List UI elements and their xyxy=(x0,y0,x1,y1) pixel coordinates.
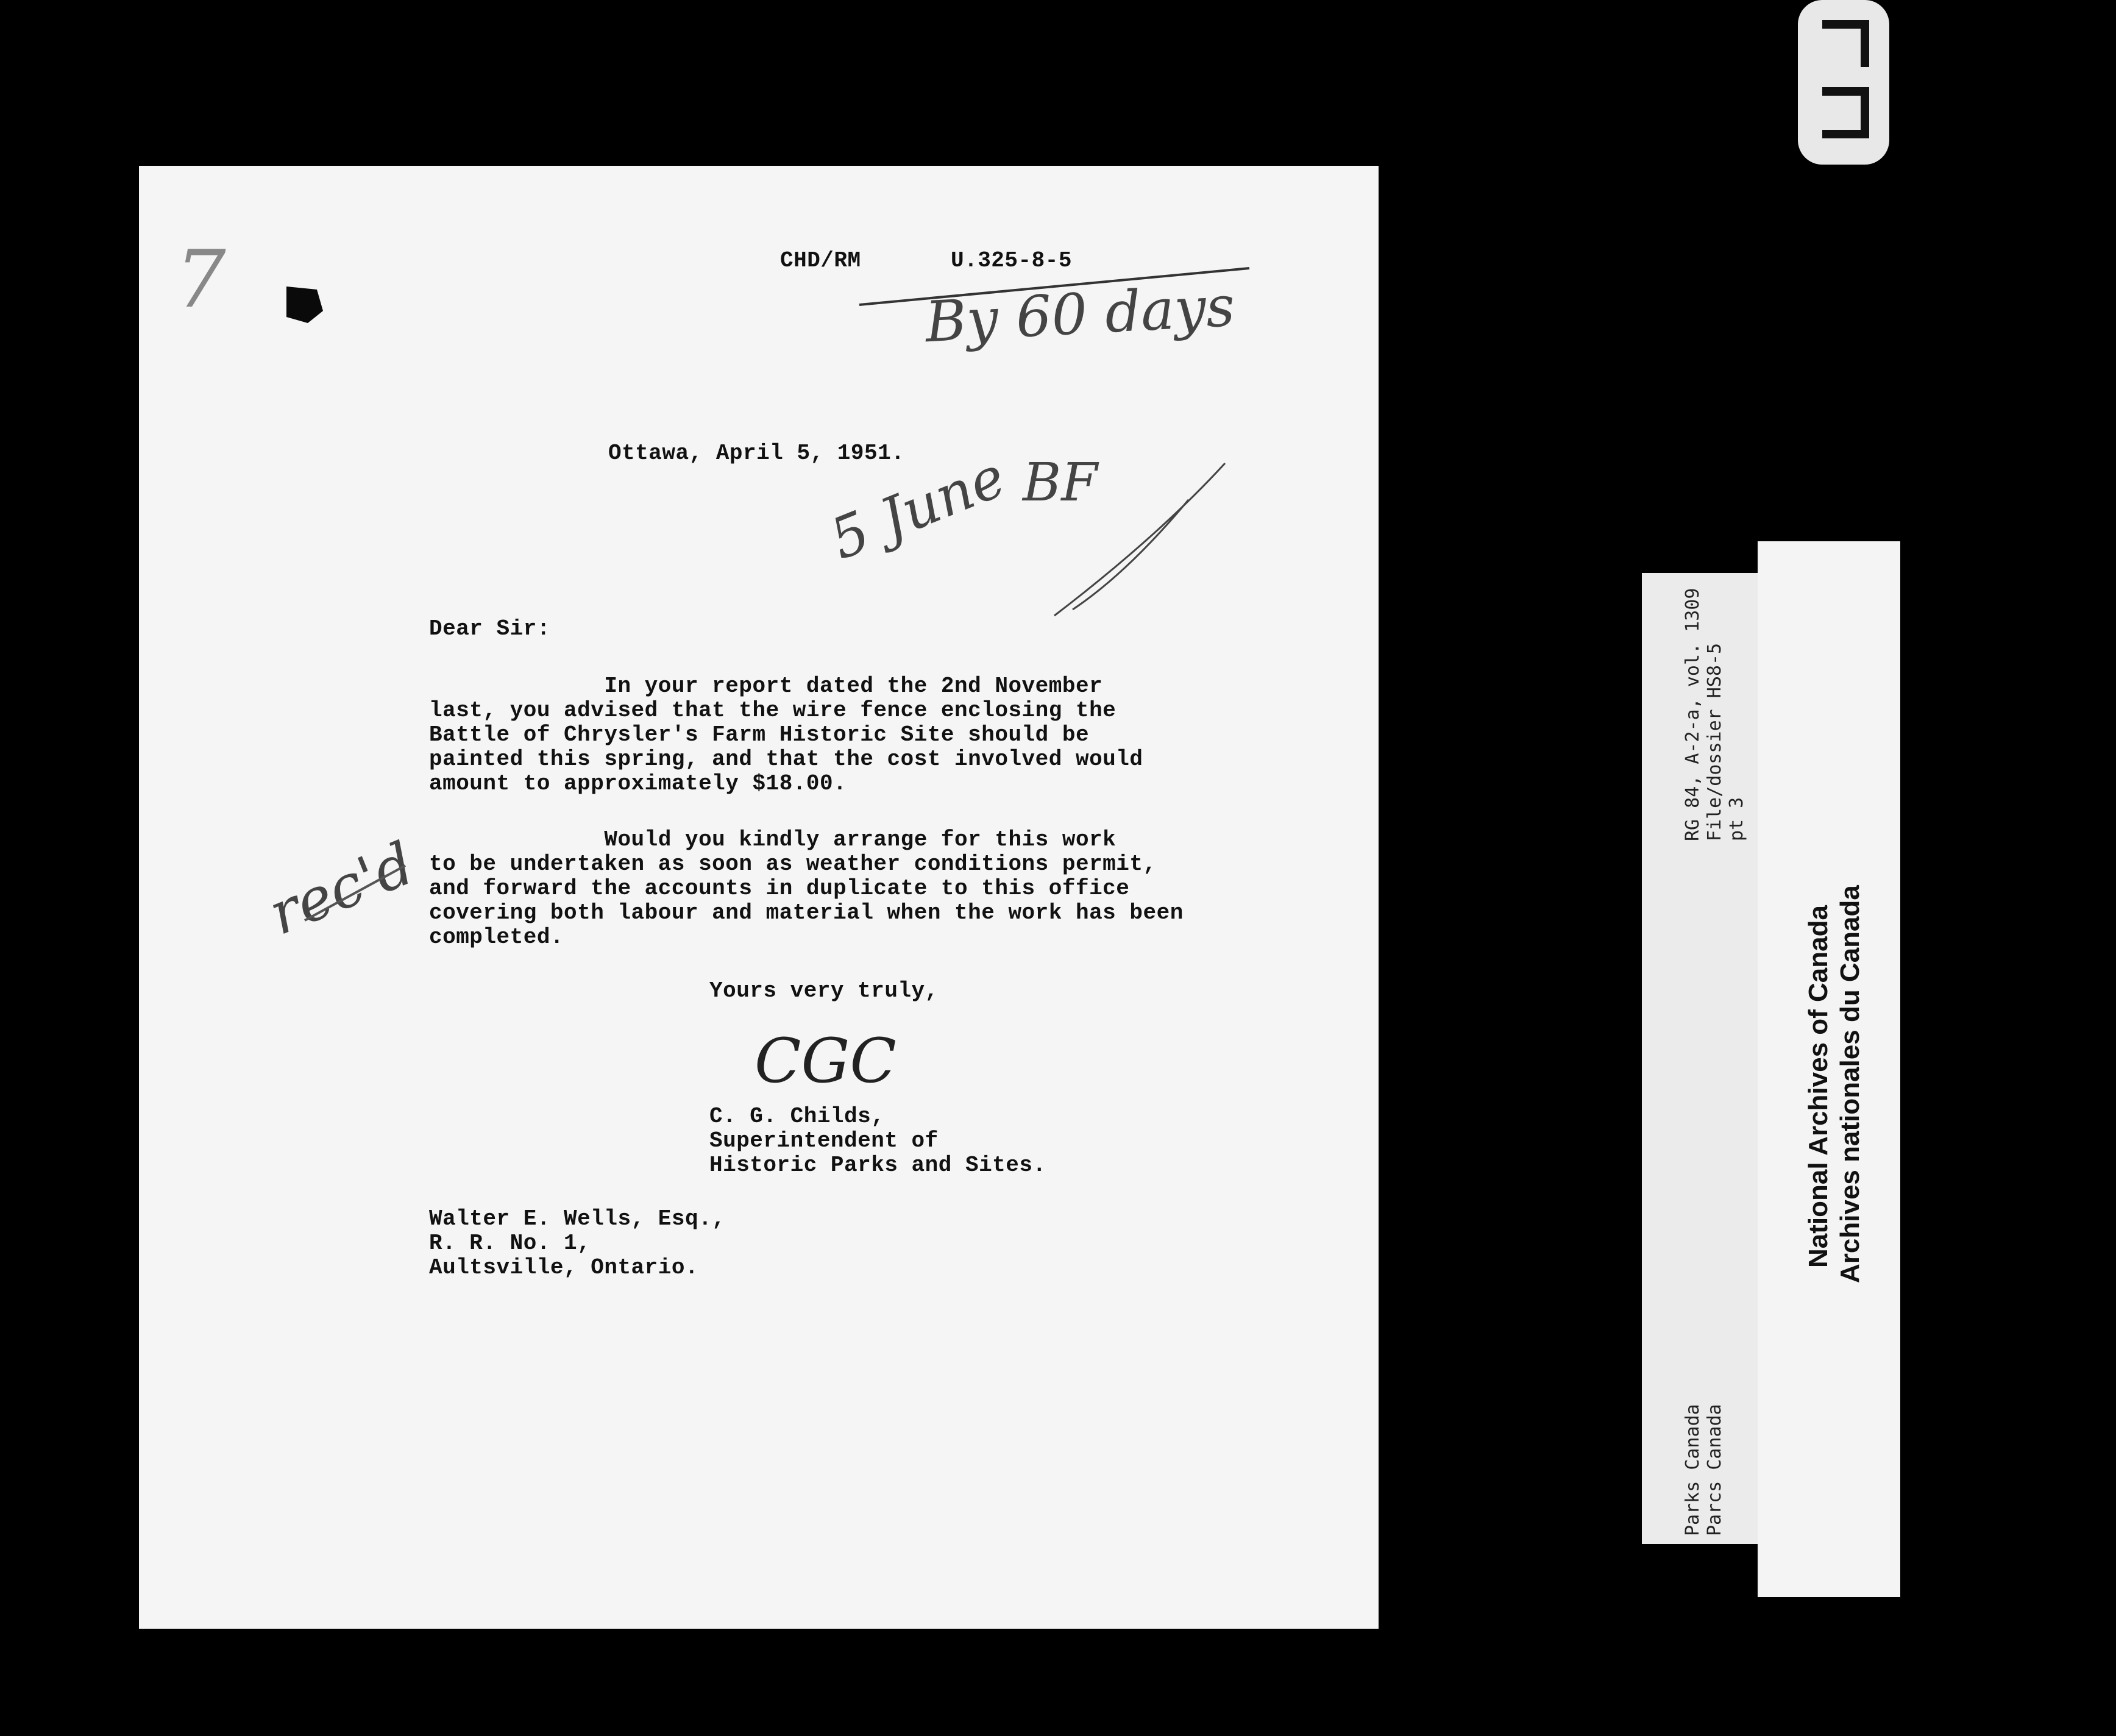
archive-reference-line: File/dossier HS8-5 xyxy=(1704,642,1725,841)
archive-reference-line: pt 3 xyxy=(1726,797,1747,841)
archive-institution-line: National Archives of Canada xyxy=(1803,905,1833,1268)
archive-agency-line: Parks Canada xyxy=(1682,1404,1703,1536)
bf-note: By 60 days xyxy=(923,273,1237,355)
archive-reference-line: RG 84, A-2-a, vol. 1309 xyxy=(1682,588,1703,841)
paragraph-2-line: covering both labour and material when the work has been xyxy=(429,900,1184,925)
signer-title-line-2: Historic Parks and Sites. xyxy=(709,1153,1046,1178)
file-number: U.325-8-5 xyxy=(951,248,1072,273)
paragraph-2-line: Would you kindly arrange for this work xyxy=(429,827,1117,852)
paragraph-2-line: to be undertaken as soon as weather conditions permit, xyxy=(429,852,1157,877)
paragraph-2-line: and forward the accounts in duplicate to this office xyxy=(429,876,1130,901)
paragraph-1-line: Battle of Chrysler's Farm Historic Site should be xyxy=(429,722,1090,747)
underline-stroke xyxy=(305,866,405,920)
paragraph-1-line: amount to approximately $18.00. xyxy=(429,771,847,796)
paragraph-1-line: painted this spring, and that the cost involved would xyxy=(429,747,1143,772)
paragraph-1-line: In your report dated the 2nd November xyxy=(429,674,1103,699)
archive-institution-line: Archives nationales du Canada xyxy=(1835,885,1865,1283)
recipient-line: R. R. No. 1, xyxy=(429,1231,591,1256)
side-note: rec'd xyxy=(259,829,424,948)
ink-blot-mark xyxy=(286,286,323,323)
place-date: Ottawa, April 5, 1951. xyxy=(608,441,905,466)
salutation: Dear Sir: xyxy=(429,616,550,641)
initials-note: BF xyxy=(1023,452,1098,513)
june-note: 5 June xyxy=(821,444,1014,572)
reference-initials: CHD/RM xyxy=(780,248,861,273)
paragraph-1-line: last, you advised that the wire fence enclosing the xyxy=(429,698,1117,723)
strike-line xyxy=(859,268,1249,305)
margin-mark: 7 xyxy=(176,233,226,326)
signer-title-line-1: Superintendent of xyxy=(709,1128,939,1153)
closing: Yours very truly, xyxy=(709,978,939,1003)
pen-slash xyxy=(1054,463,1225,616)
archive-agency-line: Parcs Canada xyxy=(1704,1404,1725,1536)
recipient-line: Aultsville, Ontario. xyxy=(429,1255,699,1280)
signature-initials: CGC xyxy=(754,1025,896,1097)
signer-name: C. G. Childs, xyxy=(709,1104,885,1129)
paragraph-2-line: completed. xyxy=(429,925,564,950)
recipient-line: Walter E. Wells, Esq., xyxy=(429,1206,726,1231)
